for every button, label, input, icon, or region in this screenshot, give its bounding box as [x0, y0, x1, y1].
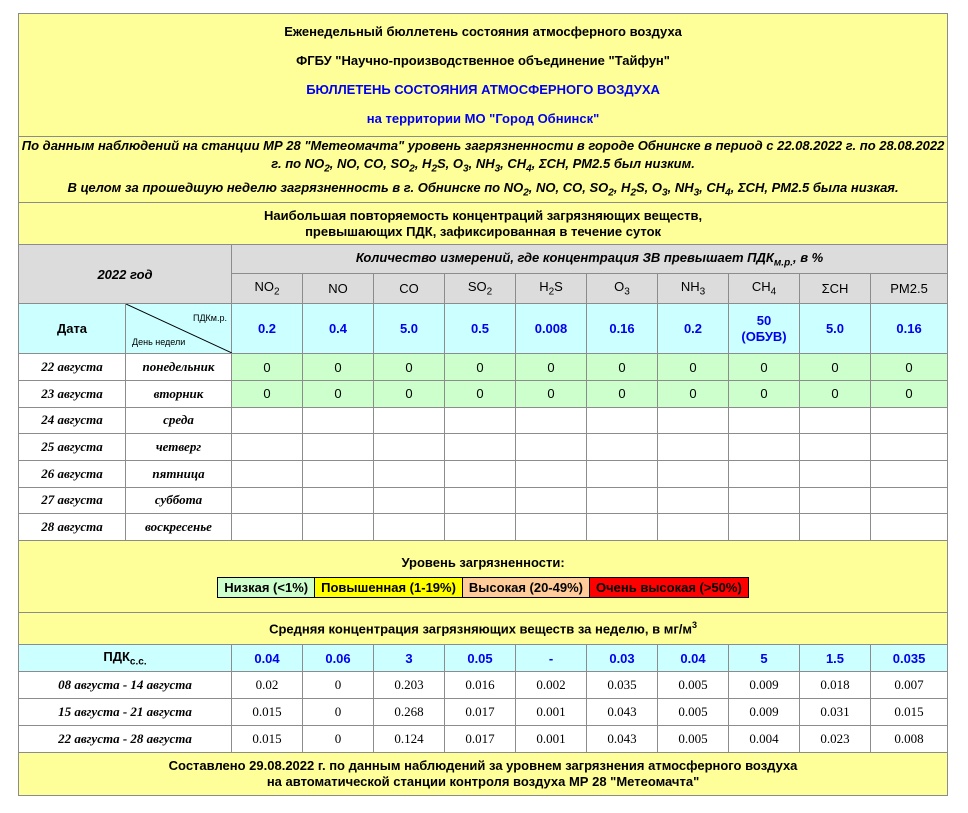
day-value: 0: [871, 380, 948, 407]
day-weekday: вторник: [126, 380, 232, 407]
header-line-2: ФГБУ "Научно-производственное объединение "Тайфун": [296, 53, 670, 68]
day-row: [19, 514, 948, 541]
day-value: [729, 434, 800, 461]
week-value: 0.043: [587, 699, 658, 726]
pdk-value: 5.0: [374, 304, 445, 354]
day-value: [374, 460, 445, 487]
bulletin-table: [18, 13, 948, 796]
day-value: [445, 434, 516, 461]
week-value: 0.018: [800, 672, 871, 699]
week-value: 0.017: [445, 726, 516, 753]
day-date: 24 августа: [19, 407, 126, 434]
day-value: [587, 460, 658, 487]
day-value: [587, 487, 658, 514]
pdk-ss-value: -: [516, 645, 587, 672]
pollutant-subscript: 2: [548, 286, 555, 298]
week-value: 0.02: [232, 672, 303, 699]
day-value: 0: [658, 354, 729, 381]
pdk-diagonal-cell: [126, 304, 232, 354]
pdk-value: 5.0: [800, 304, 871, 354]
day-value: [871, 514, 948, 541]
day-value: [871, 487, 948, 514]
day-value: [587, 407, 658, 434]
week-value: 0.035: [587, 672, 658, 699]
pollutant-header: $NO_2$: [232, 274, 303, 304]
week-value: 0.008: [871, 726, 948, 753]
day-weekday: суббота: [126, 487, 232, 514]
days-body: [19, 354, 948, 541]
day-date: 22 августа: [19, 354, 126, 381]
week-value: 0.015: [232, 699, 303, 726]
pollutant-tail: S: [554, 279, 563, 295]
week-value: 0.015: [871, 699, 948, 726]
week-value: 0.001: [516, 699, 587, 726]
week-value: 0.031: [800, 699, 871, 726]
summary-paragraph-2: В целом за прошедшую неделю загрязненность в г. Обнинске по $NO_2$, NO, CO, $SO_2$, $H_2S$, $O_3$, $NH_3$, $CH_4$, ΣCH, PM2.5 была низкая.: [67, 179, 899, 199]
day-value: [445, 487, 516, 514]
day-row: [19, 354, 948, 381]
year-label: 2022 год: [19, 245, 232, 304]
week-value: 0.009: [729, 672, 800, 699]
day-value: 0: [871, 354, 948, 381]
day-value: 0: [232, 380, 303, 407]
week-value: 0.001: [516, 726, 587, 753]
pdk-value: 0.008: [516, 304, 587, 354]
day-value: [303, 514, 374, 541]
day-value: 0: [374, 380, 445, 407]
summary-paragraph-1: По данным наблюдений на станции МР 28 "Метеомачта" уровень загрязненности в городе Обнинске в период с 22.08.2022 г. по 28.08.2022 г. по $NO_2$, NO, CO, $SO_2$, $H_2S$, $O_3$, $NH_3$, $CH_4$, ΣCH, PM2.5 был низким.: [21, 138, 945, 175]
pollutant-header: $NH_3$: [658, 274, 729, 304]
day-value: [445, 460, 516, 487]
week-value: 0.203: [374, 672, 445, 699]
day-value: [374, 434, 445, 461]
legend: [217, 577, 749, 598]
week-value: 0.002: [516, 672, 587, 699]
header-line-3: БЮЛЛЕТЕНЬ СОСТОЯНИЯ АТМОСФЕРНОГО ВОЗДУХА: [306, 82, 660, 97]
day-value: [871, 407, 948, 434]
day-date: 27 августа: [19, 487, 126, 514]
week-value: 0: [303, 672, 374, 699]
day-value: 0: [800, 380, 871, 407]
count-header: Количество измерений, где концентрация ЗВ превышает $ПДК_{м.р.}$, в %: [232, 245, 948, 274]
bulletin: [18, 13, 947, 796]
week-period: 08 августа - 14 августа: [19, 672, 232, 699]
pdk-ss-label: $ПДК_{с.с.}$: [19, 645, 232, 672]
footer-line-2: на автоматической станции контроля воздуха МР 28 "Метеомачта": [266, 774, 700, 789]
day-value: 0: [658, 380, 729, 407]
pdk-value: 0.4: [303, 304, 374, 354]
day-date: 25 августа: [19, 434, 126, 461]
pdk-value: 0.2: [658, 304, 729, 354]
pollutant-header: NO: [303, 274, 374, 304]
day-value: [800, 407, 871, 434]
day-value: [303, 407, 374, 434]
day-value: 0: [303, 380, 374, 407]
day-value: [303, 434, 374, 461]
week-value: 0: [303, 699, 374, 726]
bulletin-header: [19, 14, 948, 137]
pdk-ss-value: 0.04: [658, 645, 729, 672]
day-date: 28 августа: [19, 514, 126, 541]
pollutant-subscript: 2: [486, 286, 493, 298]
day-value: 0: [232, 354, 303, 381]
legend-section: [19, 541, 948, 613]
day-row: [19, 434, 948, 461]
pollutant-subscript: 4: [770, 286, 777, 298]
day-weekday: пятница: [126, 460, 232, 487]
pdk-ss-value: 0.05: [445, 645, 516, 672]
day-row: [19, 460, 948, 487]
section-title-line-2: превышающих ПДК, зафиксированная в течение суток: [305, 223, 662, 239]
pdk-ss-value: 3: [374, 645, 445, 672]
day-value: [800, 434, 871, 461]
day-value: 0: [516, 354, 587, 381]
date-label: Дата: [19, 304, 126, 354]
legend-item: Повышенная (1-19%): [315, 578, 463, 598]
pollutant-subscript: 3: [699, 286, 706, 298]
day-value: [729, 460, 800, 487]
week-value: 0.009: [729, 699, 800, 726]
pollutant-header: $SO_2$: [445, 274, 516, 304]
pdk-value: 0.5: [445, 304, 516, 354]
day-weekday: воскресенье: [126, 514, 232, 541]
day-value: [303, 460, 374, 487]
pdk-ss-value: 5: [729, 645, 800, 672]
day-value: [871, 434, 948, 461]
day-weekday: понедельник: [126, 354, 232, 381]
day-value: [871, 460, 948, 487]
header-line-4: на территории МО "Город Обнинск": [366, 111, 600, 126]
day-value: [658, 460, 729, 487]
pdk-ss-value: 0.04: [232, 645, 303, 672]
week-value: 0.007: [871, 672, 948, 699]
day-value: [374, 514, 445, 541]
day-value: 0: [587, 354, 658, 381]
pdk-value: 0.2: [232, 304, 303, 354]
day-value: [800, 460, 871, 487]
day-value: [658, 514, 729, 541]
pdk-value: 0.16: [587, 304, 658, 354]
week-value: 0.005: [658, 726, 729, 753]
day-value: 0: [303, 354, 374, 381]
pdk-row: [19, 304, 948, 354]
week-period: 15 августа - 21 августа: [19, 699, 232, 726]
day-value: [232, 514, 303, 541]
day-value: [729, 487, 800, 514]
footer: [19, 753, 948, 796]
day-value: [729, 407, 800, 434]
day-weekday: четверг: [126, 434, 232, 461]
week-value: 0.017: [445, 699, 516, 726]
day-row: [19, 407, 948, 434]
week-value: 0.016: [445, 672, 516, 699]
day-value: [232, 460, 303, 487]
day-value: [232, 487, 303, 514]
day-value: [658, 434, 729, 461]
day-value: [374, 407, 445, 434]
day-value: [516, 487, 587, 514]
legend-item: Низкая (<1%): [218, 578, 315, 598]
day-value: [658, 407, 729, 434]
day-value: [516, 434, 587, 461]
avg-pdk-row: [19, 645, 948, 672]
day-row: [19, 380, 948, 407]
footer-line-1: Составлено 29.08.2022 г. по данным наблюдений за уровнем загрязнения атмосферного воздуха: [168, 758, 798, 773]
day-weekday: среда: [126, 407, 232, 434]
day-value: 0: [587, 380, 658, 407]
day-value: [800, 514, 871, 541]
pollutant-header: ΣCH: [800, 274, 871, 304]
weeks-body: [19, 672, 948, 753]
day-value: 0: [445, 380, 516, 407]
pdk-ss-value: 0.06: [303, 645, 374, 672]
pollutant-header: PM2.5: [871, 274, 948, 304]
day-value: [232, 407, 303, 434]
day-date: 23 августа: [19, 380, 126, 407]
legend-item: Очень высокая (>50%): [589, 578, 748, 598]
legend-item: Высокая (20-49%): [462, 578, 589, 598]
week-value: 0.005: [658, 699, 729, 726]
pollutant-header: $H_2S$: [516, 274, 587, 304]
pdk-diag-label: ПДКм.р.: [192, 313, 227, 324]
day-value: [658, 487, 729, 514]
day-value: [445, 407, 516, 434]
week-value: 0.015: [232, 726, 303, 753]
week-period: 22 августа - 28 августа: [19, 726, 232, 753]
week-value: 0.004: [729, 726, 800, 753]
day-value: 0: [729, 354, 800, 381]
week-row: [19, 699, 948, 726]
pollutant-subscript: 3: [624, 286, 630, 298]
day-value: 0: [729, 380, 800, 407]
day-value: [587, 514, 658, 541]
day-value: 0: [374, 354, 445, 381]
avg-title: Средняя концентрация загрязняющих веществ за неделю, в $мг/м^3$: [19, 613, 948, 645]
day-value: [232, 434, 303, 461]
section-title-line-1: Наибольшая повторяемость концентраций загрязняющих веществ,: [264, 207, 703, 223]
day-value: 0: [516, 380, 587, 407]
legend-title: Уровень загрязненности:: [401, 555, 565, 570]
pollutant-header: CO: [374, 274, 445, 304]
week-row: [19, 726, 948, 753]
day-value: [729, 514, 800, 541]
pdk-ss-value: 0.035: [871, 645, 948, 672]
day-value: [445, 514, 516, 541]
day-value: [516, 407, 587, 434]
day-value: [516, 460, 587, 487]
day-row: [19, 487, 948, 514]
week-value: 0.268: [374, 699, 445, 726]
week-value: 0.043: [587, 726, 658, 753]
week-value: 0: [303, 726, 374, 753]
section-title: [19, 203, 948, 245]
day-value: [374, 487, 445, 514]
pdk-ss-value: 1.5: [800, 645, 871, 672]
week-value: 0.005: [658, 672, 729, 699]
pollutant-header: $O_3$: [587, 274, 658, 304]
day-date: 26 августа: [19, 460, 126, 487]
week-value: 0.124: [374, 726, 445, 753]
day-value: 0: [800, 354, 871, 381]
pollutant-subscript: 2: [273, 286, 280, 298]
day-value: 0: [445, 354, 516, 381]
header-line-1: Еженедельный бюллетень состояния атмосферного воздуха: [284, 24, 682, 39]
day-value: [516, 514, 587, 541]
pollutant-header: $CH_4$: [729, 274, 800, 304]
pdk-ss-value: 0.03: [587, 645, 658, 672]
day-value: [587, 434, 658, 461]
summary: [19, 137, 948, 203]
day-value: [800, 487, 871, 514]
week-row: [19, 672, 948, 699]
weekday-diag-label: День недели: [132, 337, 186, 348]
pdk-value: 50 (ОБУВ): [729, 304, 800, 354]
pdk-value: 0.16: [871, 304, 948, 354]
day-value: [303, 487, 374, 514]
week-value: 0.023: [800, 726, 871, 753]
